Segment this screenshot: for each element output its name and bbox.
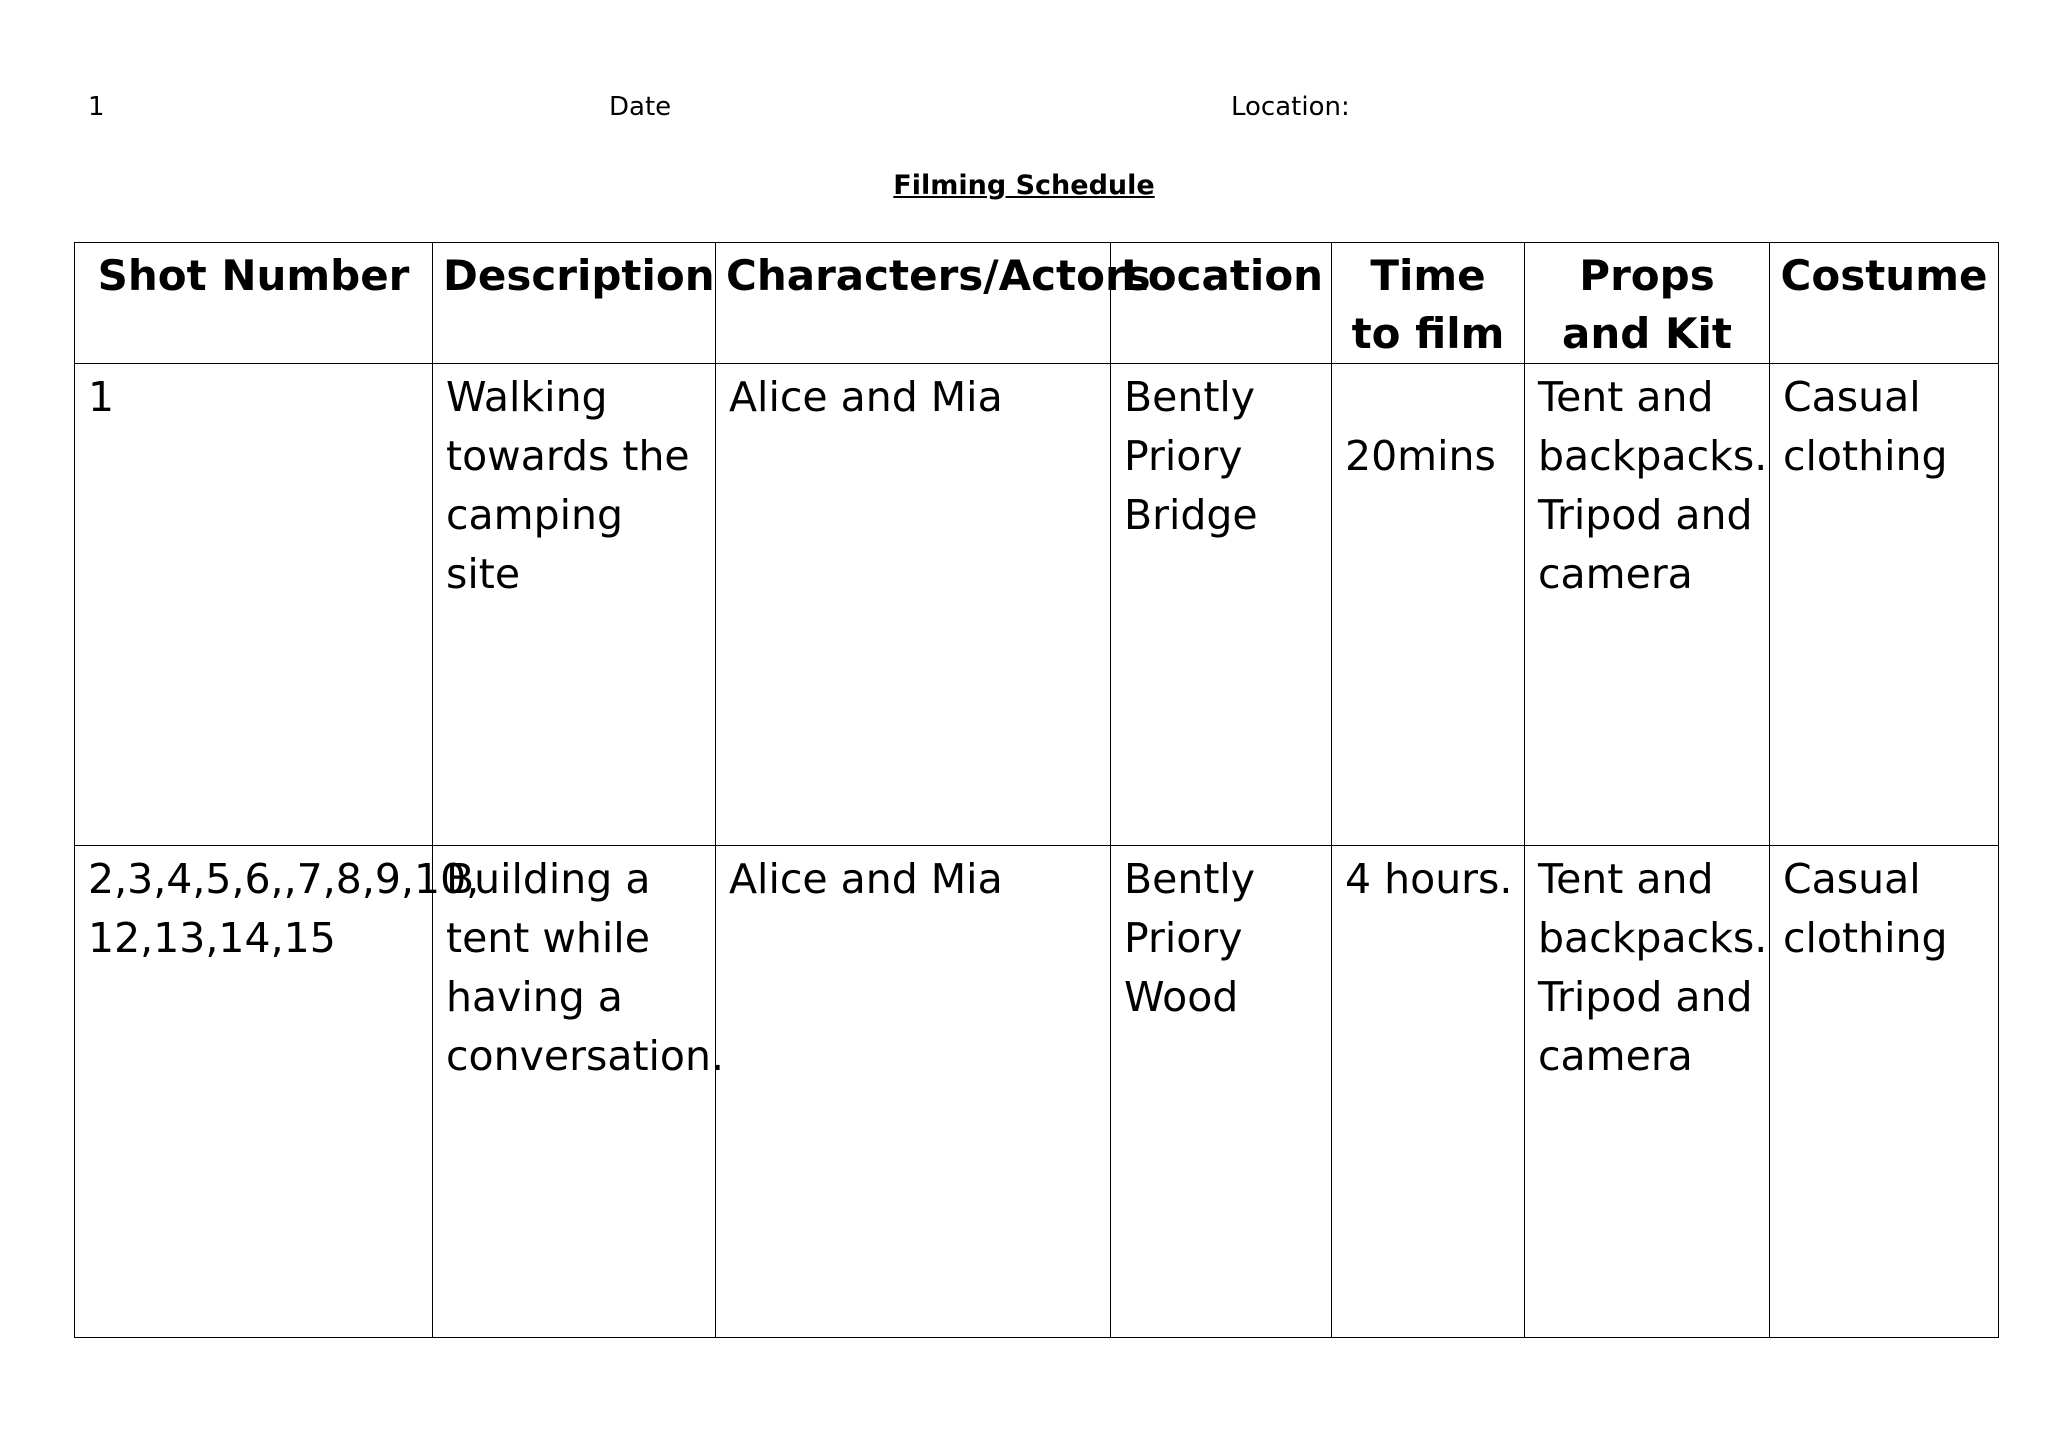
location-cell: Bently Priory Bridge bbox=[1111, 364, 1332, 846]
shot-number-cell: 1 bbox=[75, 364, 433, 846]
characters-cell: Alice and Mia bbox=[716, 364, 1111, 846]
column-header-shot-number: Shot Number bbox=[75, 243, 433, 364]
props-cell: Tent and backpacks. Tripod and camera bbox=[1525, 364, 1770, 846]
characters-cell: Alice and Mia bbox=[716, 846, 1111, 1338]
column-header-time-to-film: Time to film bbox=[1332, 243, 1525, 364]
location-label: Location: bbox=[1231, 92, 1350, 122]
document-title: Filming Schedule bbox=[893, 170, 1155, 201]
column-header-props-and-kit: Props and Kit bbox=[1525, 243, 1770, 364]
table-row bbox=[75, 364, 1999, 846]
table-header-row bbox=[75, 243, 1999, 364]
page-number: 1 bbox=[88, 92, 105, 122]
description-cell: Building a tent while having a conversation. bbox=[433, 846, 716, 1338]
date-label: Date bbox=[609, 92, 672, 122]
costume-cell: Casual clothing bbox=[1770, 364, 1999, 846]
column-header-location: Location bbox=[1111, 243, 1332, 364]
table-row bbox=[75, 846, 1999, 1338]
costume-cell: Casual clothing bbox=[1770, 846, 1999, 1338]
time-to-film-cell: 4 hours. bbox=[1332, 846, 1525, 1338]
location-cell: Bently Priory Wood bbox=[1111, 846, 1332, 1338]
time-to-film-cell: 20mins bbox=[1332, 364, 1525, 846]
description-cell: Walking towards the camping site bbox=[433, 364, 716, 846]
column-header-costume: Costume bbox=[1770, 243, 1999, 364]
props-cell: Tent and backpacks. Tripod and camera bbox=[1525, 846, 1770, 1338]
filming-schedule-table bbox=[74, 242, 1999, 1338]
column-header-characters: Characters/Actors bbox=[716, 243, 1111, 364]
shot-number-cell: 2,3,4,5,6,,7,8,9,10, 12,13,14,15 bbox=[75, 846, 433, 1338]
column-header-description: Description bbox=[433, 243, 716, 364]
